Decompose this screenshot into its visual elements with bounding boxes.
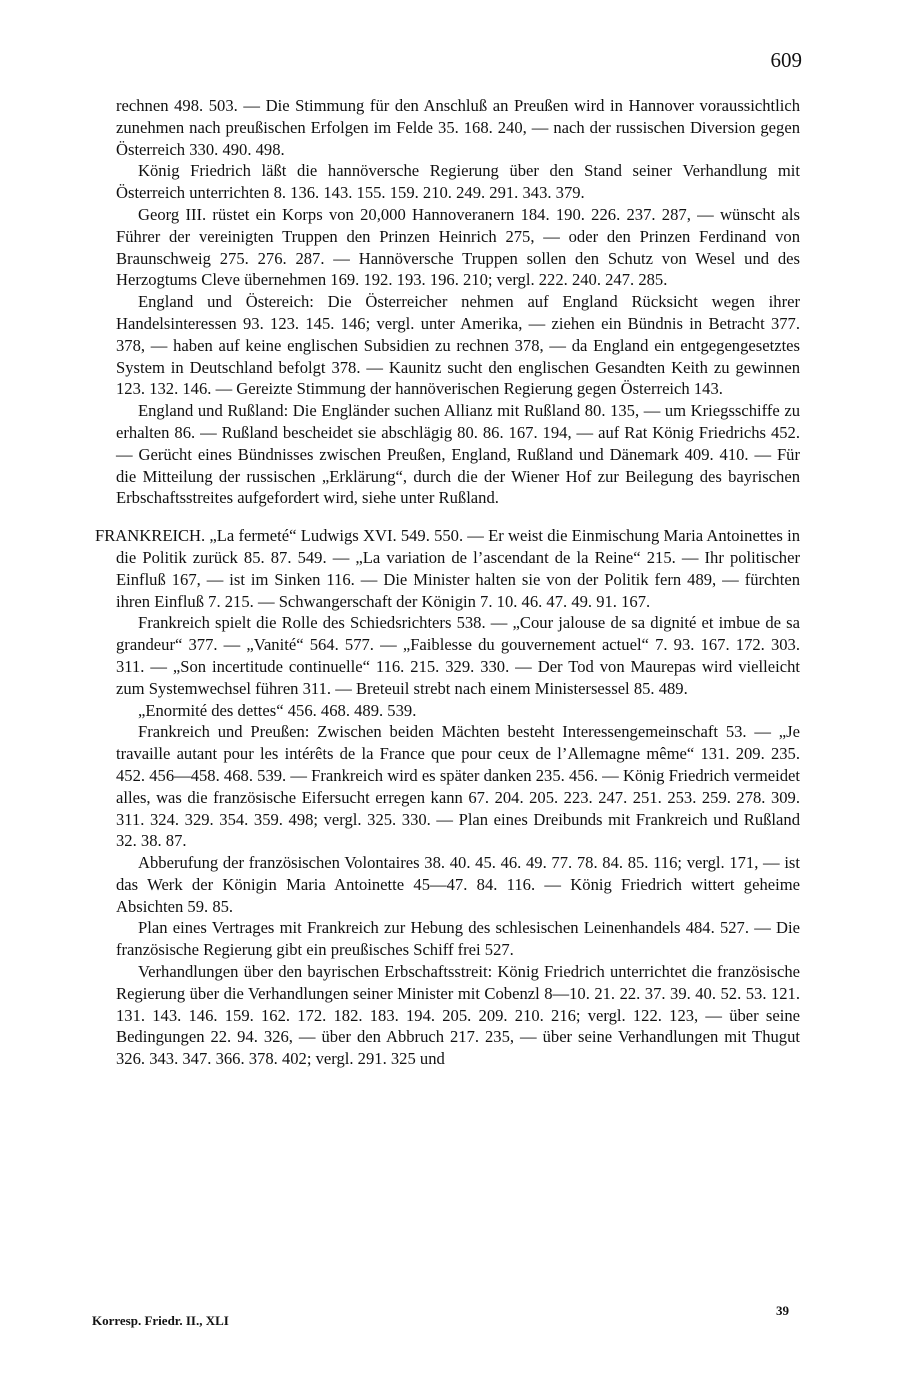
- index-entry-paragraph: Plan eines Vertrages mit Frankreich zur Hebung des schlesischen Leinenhandels 484. 527. — Die französische Regierung gibt ein preußisches Schiff frei 527.: [116, 918, 800, 960]
- index-entry-heading-frankreich: FRANKREICH. „La fermeté“ Ludwigs XVI. 549. 550. — Er weist die Einmischung Maria Antoinettes in die Politik zurück 85. 87. 549. — „La variation de l’ascendant de la Reine“ 215. — Ihr politischer Einfluß 167, — ist im Sinken 116. — Die Minister halten sie von der Politik fern 489, — fürchten ihren Einfluß 7. 215. — Schwangerschaft der Königin 7. 10. 46. 47. 49. 91. 167.: [95, 526, 800, 611]
- footer-source-title: Korresp. Friedr. II., XLI: [92, 1313, 229, 1328]
- index-entry-paragraph: England und Rußland: Die Engländer suchen Allianz mit Rußland 80. 135, — um Kriegsschiffe zu erhalten 86. — Rußland bescheidet sie abschlägig 80. 86. 167. 194, — auf Rat König Friedrichs 452. — Gerücht eines Bündnisses zwischen Preußen, England, Rußland und Dänemark 409. 410. — Für die Mitteilung der russischen „Erklärung“, durch die der Wiener Hof zur Beilegung des bayrischen Erbschaftsstreites aufgefordert wird, siehe unter Rußland.: [116, 401, 800, 508]
- index-entry-paragraph: König Friedrich läßt die hannöversche Regierung über den Stand seiner Verhandlung mit Österreich unterrichten 8. 136. 143. 155. 159. 210. 249. 291. 343. 379.: [116, 161, 800, 203]
- index-entry-paragraph: England und Östereich: Die Österreicher nehmen auf England Rücksicht wegen ihrer Handelsinteressen 93. 123. 145. 146; vergl. unter Amerika, — ziehen ein Bündnis in Betracht 377. 378, — haben auf keine englischen Subsidien zu rechnen 378, — da England ein entgegengesetztes System in Deutschland befolgt 378. — Kaunitz sucht den englischen Gesandten Keith zu gewinnen 123. 132. 146. — Gereizte Stimmung der hannöverischen Regierung gegen Österreich 143.: [116, 292, 800, 399]
- page-number: 609: [770, 48, 802, 72]
- index-entry-paragraph: Georg III. rüstet ein Korps von 20,000 Hannoveranern 184. 190. 226. 237. 287, — wünscht als Führer der vereinigten Truppen den Prinzen Heinrich 275, — oder den Prinzen Ferdinand von Braunschweig 275. 276. 287. — Hannöversche Truppen sollen den Schutz von Wesel und des Herzogtums Cleve übernehmen 169. 192. 193. 196. 210; vergl. 222. 240. 247. 285.: [116, 204, 800, 290]
- index-entry-paragraph: Frankreich und Preußen: Zwischen beiden Mächten besteht Interessengemeinschaft 53. — „Je travaille autant pour les intérêts de la France que pour ceux de l’Allemagne même“ 131. 209. 235. 452. 456—458. 468. 539. — Frankreich wird es später danken 235. 456. — König Friedrich vermeidet alles, was die französische Eifersucht erregen kann 67. 204. 205. 223. 247. 251. 253. 259. 278. 309. 311. 324. 329. 354. 359. 498; vergl. 325. 330. — Plan eines Dreibunds mit Frankreich und Rußland 32. 38. 87.: [116, 722, 800, 851]
- index-entry-paragraph: „Enormité des dettes“ 456. 468. 489. 539.: [138, 700, 417, 720]
- footer-signature-mark: 39: [776, 1303, 789, 1318]
- index-entry-paragraph: Verhandlungen über den bayrischen Erbschaftsstreit: König Friedrich unterrichtet die französische Regierung über die Verhandlungen seiner Minister mit Cobenzl 8—10. 21. 22. 37. 39. 40. 52. 53. 121. 131. 143. 146. 159. 162. 172. 182. 183. 194. 205. 209. 210. 216; vergl. 122. 123, — über seine Bedingungen 22. 94. 326, — über den Abbruch 217. 235, — über seine Verhandlungen mit Thugut 326. 343. 347. 366. 378. 402; vergl. 291. 325 und: [116, 962, 800, 1069]
- index-entry-paragraph: rechnen 498. 503. — Die Stimmung für den Anschluß an Preußen wird in Hannover voraussichtlich zunehmen nach preußischen Erfolgen im Felde 35. 168. 240, — nach der russischen Diversion gegen Österreich 330. 490. 498.: [116, 96, 800, 159]
- index-text-body: [95, 95, 800, 1070]
- index-entry-paragraph: Frankreich spielt die Rolle des Schiedsrichters 538. — „Cour jalouse de sa dignité et imbue de sa grandeur“ 377. — „Vanité“ 564. 577. — „Faiblesse du gouvernement actuel“ 7. 93. 167. 172. 303. 311. — „Son incertitude continuelle“ 116. 215. 329. 330. — Der Tod von Maurepas wird vielleicht zum Systemwechsel führen 311. — Breteuil strebt nach einem Ministersessel 85. 489.: [116, 613, 800, 698]
- index-entry-paragraph: Abberufung der französischen Volontaires 38. 40. 45. 46. 49. 77. 78. 84. 85. 116; vergl. 171, — ist das Werk der Königin Maria Antoinette 45—47. 84. 116. — König Friedrich wittert geheime Absichten 59. 85.: [116, 853, 800, 916]
